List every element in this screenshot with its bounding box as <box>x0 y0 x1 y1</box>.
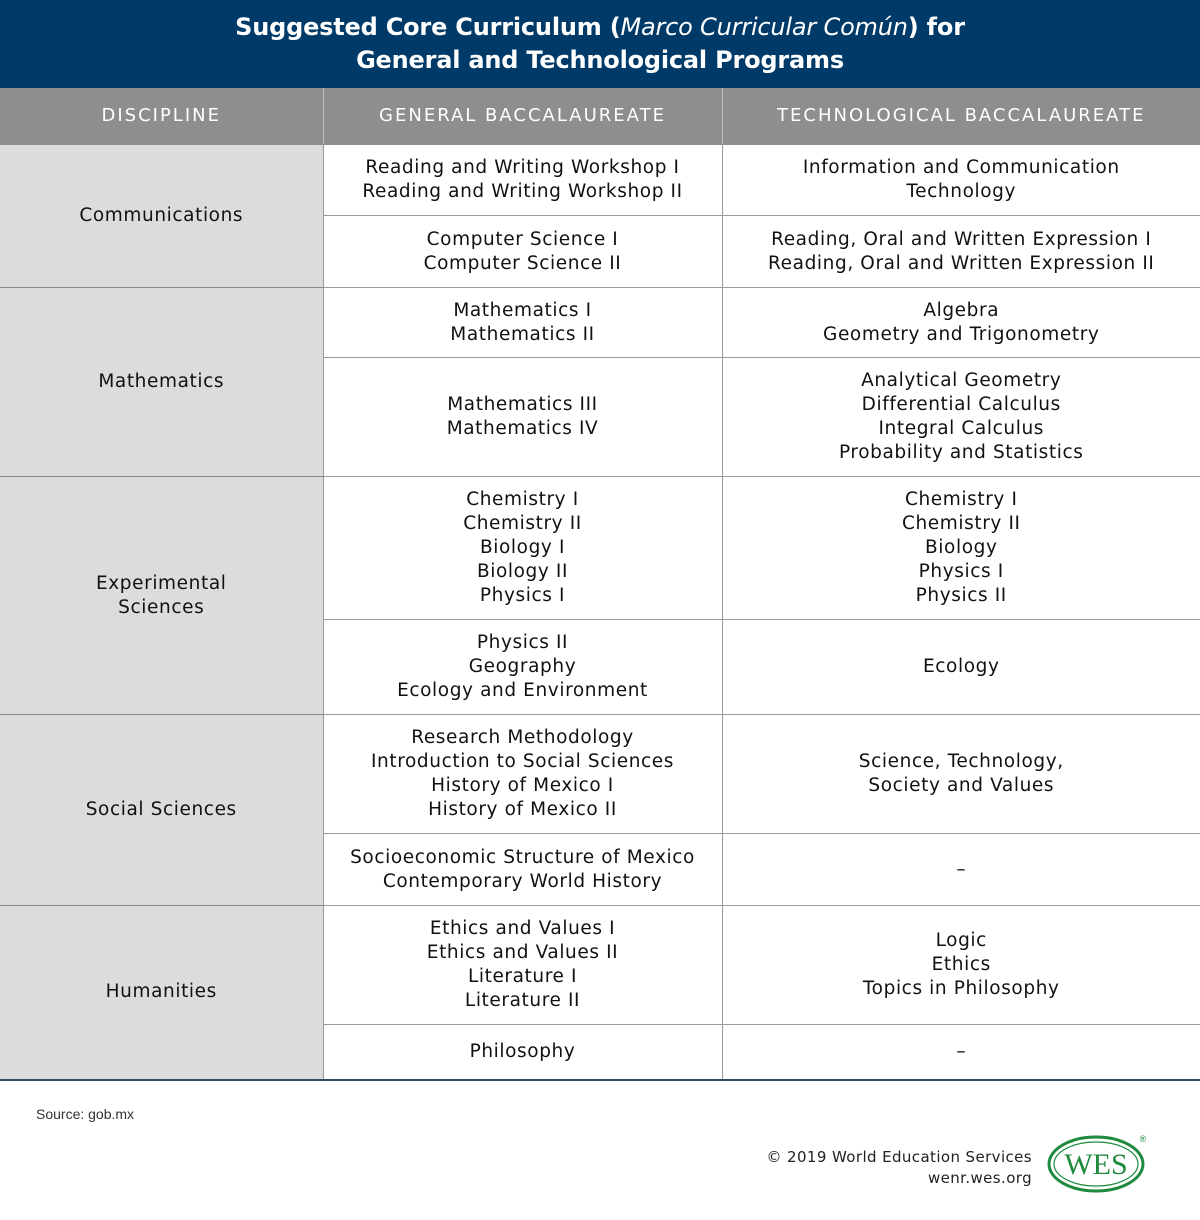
technological-cell-line: Algebra <box>923 299 1000 321</box>
general-cell-line: Mathematics III <box>447 394 598 415</box>
title-line-2: General and Technological Programs <box>356 46 844 74</box>
general-cell-line: Mathematics I <box>453 299 592 321</box>
table-row <box>0 715 1200 834</box>
general-cell-line: Computer Science II <box>423 252 622 274</box>
discipline-cell-line: Communications <box>79 205 244 226</box>
technological-cell-line: Geometry and Trigonometry <box>823 323 1100 345</box>
technological-cell-line: Ethics <box>931 954 991 975</box>
general-cell-line: Socioeconomic Structure of Mexico <box>350 846 695 868</box>
technological-cell <box>722 477 1200 620</box>
discipline-cell <box>0 715 323 906</box>
general-cell-line: Literature I <box>467 966 578 987</box>
discipline-cell <box>0 145 323 288</box>
general-cell <box>323 715 722 834</box>
technological-cell <box>722 906 1200 1025</box>
technological-cell-line: Probability and Statistics <box>838 442 1084 463</box>
header-general: GENERAL BACCALAUREATE <box>323 88 722 145</box>
table-row <box>0 288 1200 358</box>
general-cell-line: Ethics and Values I <box>429 918 616 939</box>
footer-credits <box>766 1147 1032 1189</box>
technological-cell-line: Logic <box>935 930 987 951</box>
table-row <box>0 477 1200 620</box>
technological-cell <box>722 216 1200 288</box>
technological-cell-line: Society and Values <box>868 775 1055 796</box>
technological-cell-line: Reading, Oral and Written Expression I <box>771 228 1152 250</box>
header-technological: TECHNOLOGICAL BACCALAUREATE <box>722 88 1200 145</box>
technological-cell-line: Physics I <box>918 561 1004 582</box>
technological-cell-line: – <box>956 858 967 880</box>
page-title <box>0 0 1200 88</box>
discipline-cell <box>0 477 323 715</box>
technological-cell-line: Reading, Oral and Written Expression II <box>768 252 1155 274</box>
discipline-cell <box>0 906 323 1080</box>
copyright-text: © 2019 World Education Services <box>766 1148 1032 1166</box>
general-cell <box>323 216 722 288</box>
general-cell <box>323 477 722 620</box>
technological-cell <box>722 288 1200 358</box>
table-body <box>0 145 1200 1080</box>
general-cell-line: Ethics and Values II <box>426 942 619 963</box>
site-url: wenr.wes.org <box>927 1169 1032 1187</box>
general-cell-line: Biology II <box>476 561 569 582</box>
general-cell-line: Mathematics II <box>450 323 595 345</box>
general-cell-line: Introduction to Social Sciences <box>370 751 675 772</box>
table-row <box>0 906 1200 1025</box>
technological-cell <box>722 1025 1200 1080</box>
technological-cell-line: – <box>956 1040 967 1062</box>
technological-cell-line: Physics II <box>915 585 1007 606</box>
technological-cell-line: Information and Communication <box>802 157 1120 178</box>
technological-cell-line: Differential Calculus <box>861 394 1061 415</box>
general-cell-line: Physics II <box>476 632 569 653</box>
general-cell-line: Reading and Writing Workshop II <box>362 181 683 202</box>
wes-logo <box>1046 1132 1150 1194</box>
technological-cell-line: Integral Calculus <box>878 418 1045 439</box>
logo-text: WES <box>1064 1148 1128 1181</box>
table-row <box>0 145 1200 216</box>
technological-cell <box>722 834 1200 906</box>
general-cell-line: History of Mexico II <box>428 799 617 820</box>
discipline-cell-line: Humanities <box>105 981 217 1003</box>
discipline-cell-line: Social Sciences <box>85 799 237 820</box>
discipline-cell <box>0 288 323 477</box>
technological-cell-line: Science, Technology, <box>858 751 1064 772</box>
general-cell-line: Biology I <box>479 537 566 558</box>
header-discipline: DISCIPLINE <box>0 88 323 145</box>
technological-cell <box>722 620 1200 715</box>
general-cell-line: Geography <box>468 656 577 677</box>
general-cell-line: Mathematics IV <box>446 418 599 439</box>
technological-cell <box>722 715 1200 834</box>
general-cell-line: Literature II <box>464 990 581 1011</box>
technological-cell-line: Technology <box>906 181 1017 202</box>
title-italic: Marco Curricular Común <box>620 13 908 41</box>
general-cell-line: Ecology and Environment <box>397 680 648 701</box>
general-cell <box>323 834 722 906</box>
general-cell-line: Philosophy <box>469 1040 576 1062</box>
general-cell-line: Chemistry I <box>466 489 579 510</box>
source-note: Source: gob.mx <box>36 1106 135 1122</box>
general-cell-line: Physics I <box>479 585 566 606</box>
technological-cell-line: Topics in Philosophy <box>862 978 1060 999</box>
general-cell <box>323 288 722 358</box>
technological-cell-line: Chemistry I <box>904 489 1018 510</box>
general-cell-line: Contemporary World History <box>382 870 663 892</box>
curriculum-table <box>0 88 1200 1081</box>
discipline-cell-line: Sciences <box>118 596 205 618</box>
general-cell <box>323 620 722 715</box>
technological-cell-line: Chemistry II <box>901 513 1021 534</box>
title-line-1: Suggested Core Curriculum (Marco Curricular Común) for <box>235 13 965 41</box>
technological-cell-line: Analytical Geometry <box>861 370 1062 391</box>
technological-cell-line: Ecology <box>922 656 1000 677</box>
general-cell-line: Research Methodology <box>411 727 634 748</box>
discipline-cell-line: Experimental <box>95 572 227 594</box>
general-cell-line: Reading and Writing Workshop I <box>365 157 680 178</box>
general-cell <box>323 145 722 216</box>
technological-cell <box>722 145 1200 216</box>
technological-cell-line: Biology <box>925 537 998 558</box>
discipline-cell-line: Mathematics <box>98 371 225 392</box>
registered-mark: ® <box>1139 1134 1147 1144</box>
general-cell-line: History of Mexico I <box>431 775 614 796</box>
general-cell <box>323 906 722 1025</box>
table-header-row <box>0 88 1200 145</box>
general-cell-line: Computer Science I <box>426 228 619 250</box>
general-cell-line: Chemistry II <box>463 513 582 534</box>
general-cell <box>323 358 722 477</box>
general-cell <box>323 1025 722 1080</box>
technological-cell <box>722 358 1200 477</box>
